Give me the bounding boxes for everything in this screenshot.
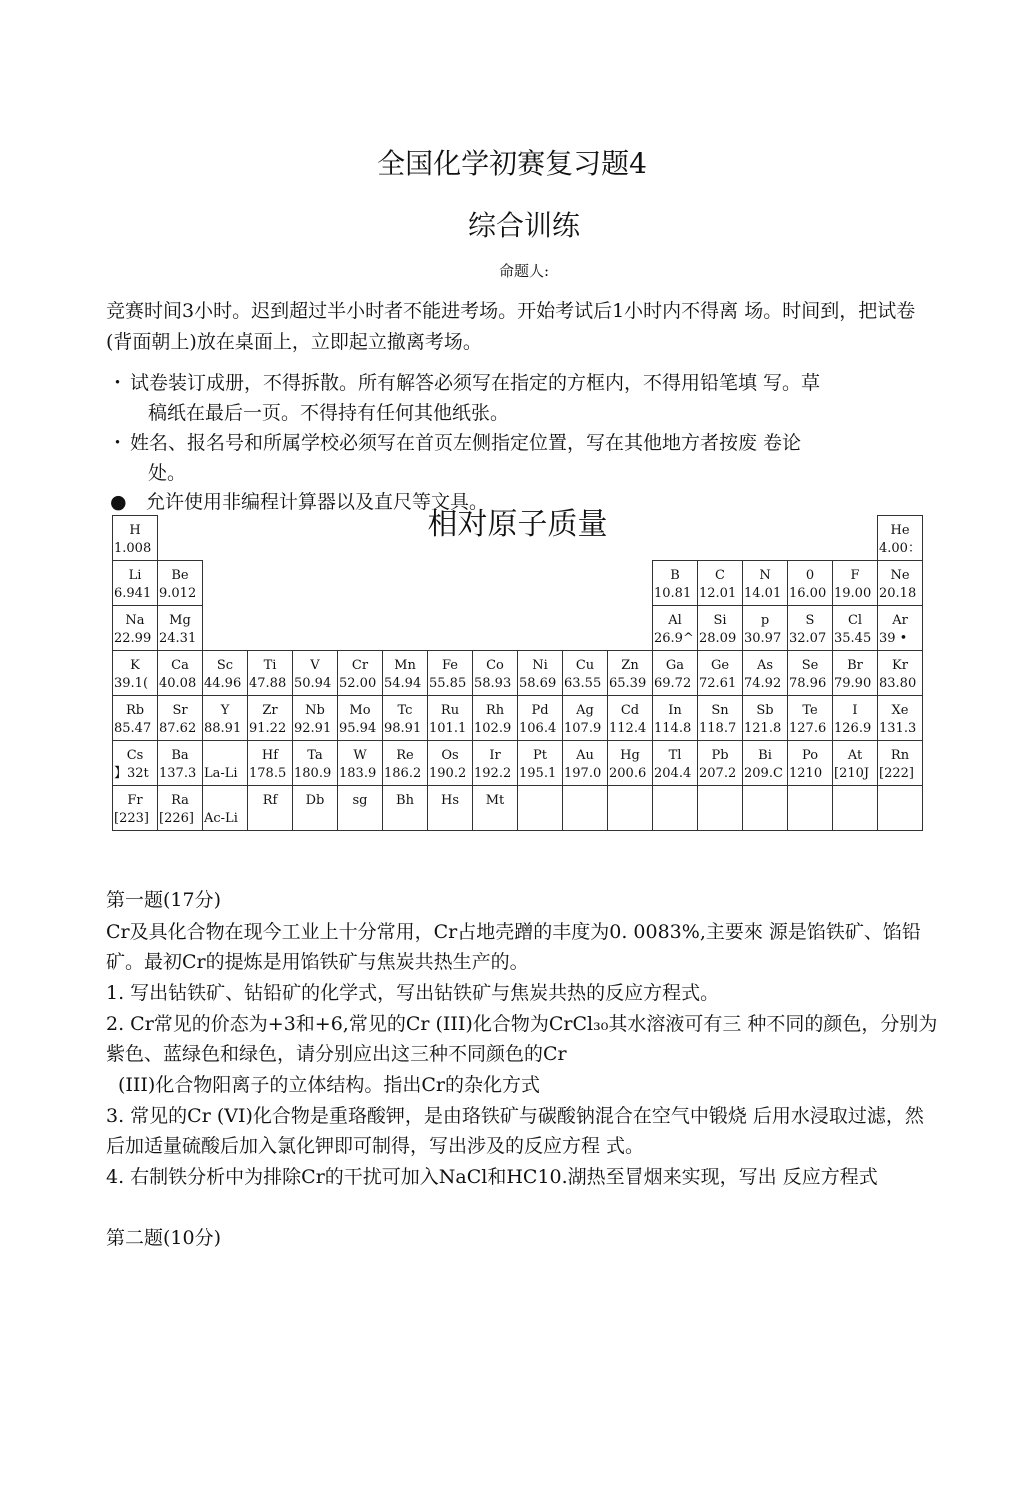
element-cell: Db	[293, 786, 338, 831]
element-cell: Kr 83.80	[878, 651, 923, 696]
page-subtitle: 综合训练	[467, 209, 580, 242]
table-title: 相对原子质量	[427, 506, 608, 542]
element-cell: Fr [223]	[113, 786, 158, 831]
question-2-heading: 第二题(10分)	[106, 1227, 222, 1249]
element-cell: Rn [222]	[878, 741, 923, 786]
periodic-table	[112, 506, 923, 831]
element-cell: V 50.94	[293, 651, 338, 696]
rule-text: 试卷装订成册，不得拆散。所有解答必须写在指定的方框内，不得用铅笔填 写。草	[130, 372, 821, 394]
element-cell: Cd 112.4	[608, 696, 653, 741]
element-cell: Ti 47.88	[248, 651, 293, 696]
element-cell: Co 58.93	[473, 651, 518, 696]
question-1-item: 4. 右制铁分析中为排除Cr的干扰可加入NaCl和HC10.湖热至冒烟来实现，写出 反应方程式	[106, 1166, 878, 1188]
element-cell: La-Li	[203, 741, 248, 786]
element-cell: F 19.00	[833, 561, 878, 606]
element-cell: Ge 72.61	[698, 651, 743, 696]
element-cell: Ca 40.08	[158, 651, 203, 696]
element-cell: B 10.81	[653, 561, 698, 606]
element-cell: p 30.97	[743, 606, 788, 651]
element-cell: Fe 55.85	[428, 651, 473, 696]
element-cell: Cr 52.00	[338, 651, 383, 696]
element-cell: Re 186.2	[383, 741, 428, 786]
element-cell: Ni 58.69	[518, 651, 563, 696]
element-cell: Sr 87.62	[158, 696, 203, 741]
question-1-item: 1. 写出钻铁矿、钻铅矿的化学式，写出钻铁矿与焦炭共热的反应方程式。	[106, 982, 720, 1004]
element-cell: Tc 98.91	[383, 696, 428, 741]
element-cell: Hs	[428, 786, 473, 831]
element-cell: Tl 204.4	[653, 741, 698, 786]
page-title: 全国化学初赛复习题4	[377, 147, 647, 180]
element-cell: I 126.9	[833, 696, 878, 741]
element-cell: Si 28.09	[698, 606, 743, 651]
element-cell: Ru 101.1	[428, 696, 473, 741]
element-cell: Au 197.0	[563, 741, 608, 786]
element-cell: Cs 】32t	[113, 741, 158, 786]
element-cell: Sc 44.96	[203, 651, 248, 696]
element-cell: Te 127.6	[788, 696, 833, 741]
element-cell: C 12.01	[698, 561, 743, 606]
element-cell: Mg 24.31	[158, 606, 203, 651]
element-cell: Xe 131.3	[878, 696, 923, 741]
element-cell: N 14.01	[743, 561, 788, 606]
element-cell: Se 78.96	[788, 651, 833, 696]
element-cell: Ag 107.9	[563, 696, 608, 741]
element-cell: Li 6.941	[113, 561, 158, 606]
rule-text-cont: 稿纸在最后一页。不得持有任何其他纸张。	[148, 402, 510, 424]
element-cell: Cu 63.55	[563, 651, 608, 696]
element-cell: Rb 85.47	[113, 696, 158, 741]
rule-text: 允许使用非编程计算器以及直尺等文具。	[146, 491, 489, 513]
element-cell: Hf 178.5	[248, 741, 293, 786]
element-cell: He 4.00：	[878, 516, 923, 561]
element-cell: At [210J	[833, 741, 878, 786]
question-1-item: 3. 常见的Cr (VI)化合物是重珞酸钾，是由珞铁矿与碳酸钠混合在空气中锻烧 后用水浸取过滤，然后加适量硫酸后加入氯化钾即可制得，写出涉及的反应方程 式。	[106, 1105, 924, 1157]
element-cell	[698, 786, 743, 831]
element-cell: sg	[338, 786, 383, 831]
element-cell: S 32.07	[788, 606, 833, 651]
question-1-item: 2. Cr常见的价态为+3和+6,常见的Cr (III)化合物为CrCl₃₀其水溶液可有三 种不同的颜色，分别为紫色、蓝绿色和绿色，请分别应出这三种不同颜色的Cr	[106, 1013, 938, 1065]
element-cell: Hg 200.6	[608, 741, 653, 786]
element-cell: Ir 192.2	[473, 741, 518, 786]
element-cell: Rf	[248, 786, 293, 831]
bullet-marker: ・	[108, 372, 128, 394]
element-cell: Na 22.99	[113, 606, 158, 651]
element-cell: Mn 54.94	[383, 651, 428, 696]
element-cell: Y 88.91	[203, 696, 248, 741]
element-cell: Ne 20.18	[878, 561, 923, 606]
element-cell: Mt	[473, 786, 518, 831]
question-1-intro: Cr及具化合物在现今工业上十分常用，Cr占地壳蹭的丰度为0. 0083%,主要來 源是馅铁矿、馅铅矿。最初Cr的提炼是用馅铁矿与焦炭共热生产的。	[106, 921, 921, 973]
element-cell: Sb 121.8	[743, 696, 788, 741]
element-cell: Pb 207.2	[698, 741, 743, 786]
element-cell	[743, 786, 788, 831]
element-cell: K 39.1(	[113, 651, 158, 696]
question-1-heading: 第一题(17分)	[106, 889, 222, 911]
element-cell: Ta 180.9	[293, 741, 338, 786]
question-1-item-cont: (III)化合物阳离子的立体结构。指出Cr的杂化方式	[118, 1074, 540, 1096]
element-cell: In 114.8	[653, 696, 698, 741]
element-cell: H 1.008	[113, 516, 158, 561]
bullet-marker: ・	[108, 432, 128, 454]
element-cell: Bh	[383, 786, 428, 831]
element-cell: Bi 209.C	[743, 741, 788, 786]
element-cell: Mo 95.94	[338, 696, 383, 741]
element-cell: Ac-Li	[203, 786, 248, 831]
element-cell: Br 79.90	[833, 651, 878, 696]
element-cell: 0 16.00	[788, 561, 833, 606]
element-cell	[788, 786, 833, 831]
element-cell: Sn 118.7	[698, 696, 743, 741]
author-line: 命题人:	[498, 262, 550, 280]
element-cell: Pt 195.1	[518, 741, 563, 786]
element-cell: Zr 91.22	[248, 696, 293, 741]
element-cell	[608, 786, 653, 831]
element-cell	[563, 786, 608, 831]
element-cell: Nb 92.91	[293, 696, 338, 741]
element-cell: Ar 39 •	[878, 606, 923, 651]
dot-marker: ●	[110, 491, 127, 513]
element-cell	[878, 786, 923, 831]
element-cell	[518, 786, 563, 831]
element-cell: Pd 106.4	[518, 696, 563, 741]
element-cell: W 183.9	[338, 741, 383, 786]
rule-text: 姓名、报名号和所属学校必须写在首页左侧指定位置，写在其他地方者按废 卷论	[130, 432, 802, 454]
element-cell: Be 9.012	[158, 561, 203, 606]
element-cell: Al 26.9^	[653, 606, 698, 651]
rule-item	[108, 428, 936, 488]
element-cell	[653, 786, 698, 831]
element-cell: Zn 65.39	[608, 651, 653, 696]
exam-intro: 竞赛时间3小时。迟到超过半小时者不能进考场。开始考试后1小时内不得离 场。时间到，把试卷(背面朝上)放在桌面上，立即起立撤离考场。	[106, 300, 916, 353]
rule-text-cont: 处。	[148, 462, 187, 484]
element-cell: Os 190.2	[428, 741, 473, 786]
element-cell: Ra [226]	[158, 786, 203, 831]
element-cell: Rh 102.9	[473, 696, 518, 741]
element-cell: As 74.92	[743, 651, 788, 696]
element-cell	[833, 786, 878, 831]
rule-item	[108, 368, 936, 428]
element-cell: Po 1210	[788, 741, 833, 786]
element-cell: Ba 137.3	[158, 741, 203, 786]
element-cell: Cl 35.45	[833, 606, 878, 651]
element-cell: Ga 69.72	[653, 651, 698, 696]
